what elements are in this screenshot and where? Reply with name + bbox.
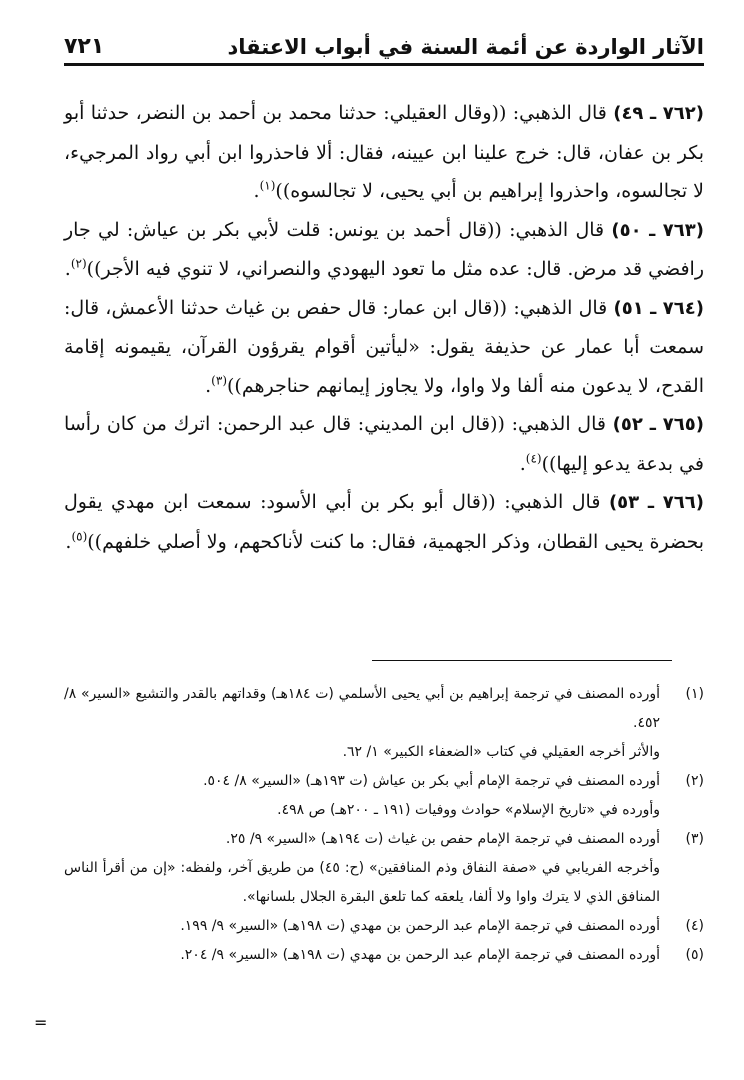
entry-end: . <box>65 530 72 553</box>
entry-end: . <box>519 452 526 475</box>
entry-text: قال الذهبي: ((قال ابن عمار: قال حفص بن غياث حدثنا الأعمش، قال: سمعت أبا عمار عن حذيفة يقول: «ليأتين أقوام يقرؤون القرآن، يقيمونه إقامة القدح، لا يدعون منه ألفا ولا واوا، ولا يجاوز إيمانهم حناجرهم)) <box>64 296 704 397</box>
footnote-ref[interactable]: (٥) <box>71 529 88 544</box>
entry-number: (٧٦٣ ـ ٥٠) <box>611 219 704 241</box>
footnote-number: (٢) <box>685 773 704 789</box>
footnote-ref[interactable]: (٢) <box>70 256 87 271</box>
header-title: الآثار الواردة عن أئمة السنة في أبواب الاعتقاد <box>227 35 704 59</box>
footnote-line: وأورده في «تاريخ الإسلام» حوادث ووفيات (١٩١ ـ ٢٠٠هـ) ص ٤٩٨. <box>277 802 660 818</box>
footnote-line: أورده المصنف في ترجمة الإمام حفص بن غياث (ت ١٩٤هـ) «السير» ٩/ ٢٥. <box>225 831 660 847</box>
entry-763 <box>64 211 704 289</box>
footnote-ref[interactable]: (٣) <box>211 373 227 388</box>
footnote-number: (٤) <box>685 918 704 934</box>
footnote-ref[interactable]: (١) <box>259 178 276 193</box>
entry-number: (٧٦٥ ـ ٥٢) <box>612 414 704 435</box>
entry-text: قال الذهبي: ((قال أبو بكر بن أبي الأسود: سمعت ابن مهدي يقول بحضرة يحيى القطان، وذكر الجهمية، فقال: ما كنت لأناكحهم، ولا أصلي خلفهم)) <box>64 491 704 553</box>
entry-765 <box>64 405 704 483</box>
entry-end: . <box>64 258 71 280</box>
corner-mark: = <box>34 1013 48 1032</box>
entry-764 <box>64 289 704 406</box>
page-number: ٧٢١ <box>64 34 105 59</box>
entry-number: (٧٦٤ ـ ٥١) <box>613 297 704 319</box>
running-header <box>64 24 704 66</box>
footnote-line: والأثر أخرجه العقيلي في كتاب «الضعفاء الكبير» ١/ ٦٢. <box>342 744 660 760</box>
footnotes <box>64 680 704 970</box>
main-text <box>64 94 704 561</box>
entry-text: قال الذهبي: ((قال ابن المديني: قال عبد الرحمن: اترك من كان رأسا في بدعة يدعو إليها)) <box>64 413 704 475</box>
footnote-5 <box>64 941 704 970</box>
footnote-number: (٥) <box>685 947 704 963</box>
footnote-number: (١) <box>685 686 704 702</box>
footnote-line: وأخرجه الفريابي في «صفة النفاق وذم المنافقين» (ح: ٤٥) من طريق آخر، ولفظه: «إن من أقرأ الناس المنافق الذي لا يترك واوا ولا ألفا، يلعقه كما تلعق البقرة الجلال بلسانها». <box>64 860 660 905</box>
footnote-4 <box>64 912 704 941</box>
footnote-3 <box>64 825 704 912</box>
footnote-line: أورده المصنف في ترجمة الإمام عبد الرحمن بن مهدي (ت ١٩٨هـ) «السير» ٩/ ١٩٩. <box>180 918 660 934</box>
entry-end: . <box>205 374 212 397</box>
footnote-number: (٣) <box>685 831 704 847</box>
footnote-separator <box>372 660 672 661</box>
footnote-ref[interactable]: (٤) <box>525 451 542 466</box>
entry-end: . <box>253 180 260 202</box>
footnote-line: أورده المصنف في ترجمة الإمام أبي بكر بن عياش (ت ١٩٣هـ) «السير» ٨/ ٥٠٤. <box>203 773 660 789</box>
footnote-1 <box>64 680 704 767</box>
entry-text: قال الذهبي: ((قال أحمد بن يونس: قلت لأبي بكر بن عياش: لي جار رافضي قد مرض. قال: عده مثل ما تعود اليهودي والنصراني، لا تنوي فيه الأجر)) <box>64 218 704 280</box>
entry-number: (٧٦٦ ـ ٥٣) <box>608 492 704 513</box>
entry-762 <box>64 94 704 211</box>
entry-766 <box>64 483 704 561</box>
footnote-2 <box>64 767 704 825</box>
entry-number: (٧٦٢ ـ ٤٩) <box>613 103 704 124</box>
footnote-line: أورده المصنف في ترجمة إبراهيم بن أبي يحيى الأسلمي (ت ١٨٤هـ) وقداتهم بالقدر والتشيع «السير» ٨/ ٤٥٢. <box>64 686 660 731</box>
footnote-line: أورده المصنف في ترجمة الإمام عبد الرحمن بن مهدي (ت ١٩٨هـ) «السير» ٩/ ٢٠٤. <box>180 947 660 963</box>
entry-text: قال الذهبي: ((وقال العقيلي: حدثنا محمد بن أحمد بن النضر، حدثنا أبو بكر بن عفان، قال: خرج علينا ابن عيينه، فقال: ألا فاحذروا ابن أبي رواد المرجيء، لا تجالسوه، واحذروا إبراهيم بن أبي يحيى، لا تجالسوه)) <box>64 102 704 202</box>
